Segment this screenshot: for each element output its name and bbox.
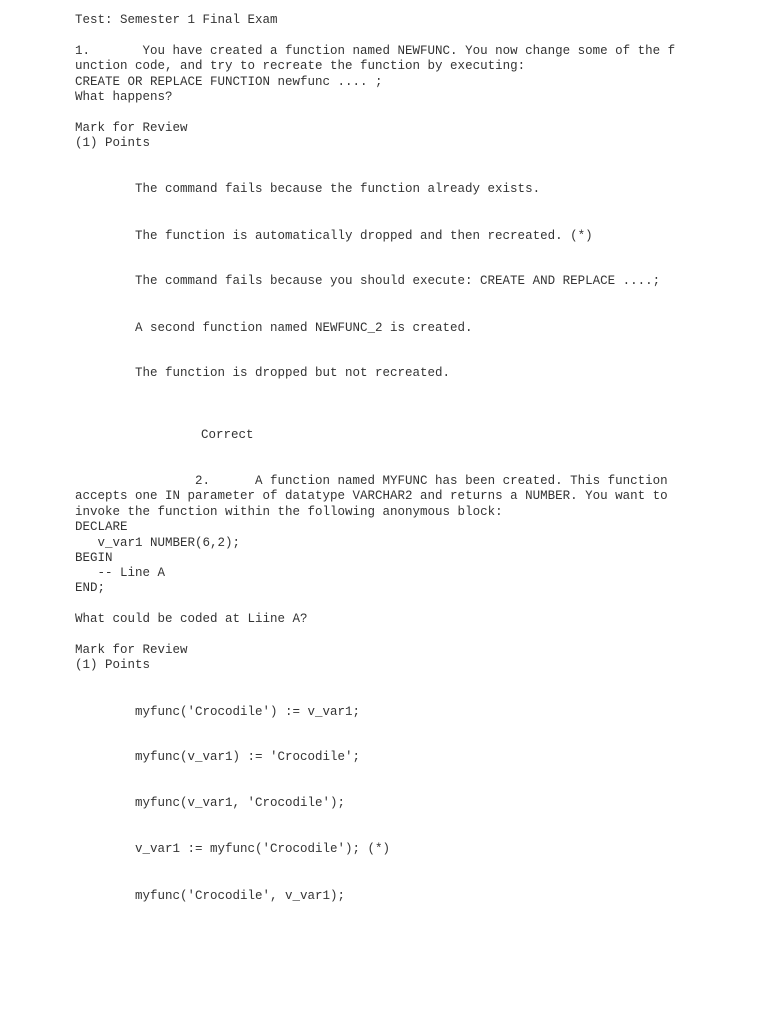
question-2-text-line: invoke the function within the following anonymous block: — [75, 505, 503, 519]
question-1-feedback: Correct — [201, 428, 254, 442]
question-2-code-line: BEGIN — [75, 551, 113, 565]
question-2-points: (1) Points — [75, 658, 151, 672]
question-1-option[interactable]: The command fails because the function already exists. — [135, 182, 541, 196]
question-1-mark-for-review[interactable]: Mark for Review — [75, 121, 188, 135]
question-2-code-line: -- Line A — [75, 566, 166, 580]
question-2-code-line: DECLARE — [75, 520, 128, 534]
question-2-code-line: v_var1 NUMBER(6,2); — [75, 536, 241, 550]
page-title: Test: Semester 1 Final Exam — [75, 13, 278, 27]
question-2-mark-for-review[interactable]: Mark for Review — [75, 643, 188, 657]
question-1-option[interactable]: The function is dropped but not recreated. — [135, 366, 451, 380]
question-2-option[interactable]: myfunc('Crocodile', v_var1); — [135, 889, 346, 903]
question-1-points: (1) Points — [75, 136, 151, 150]
question-1-text-line: What happens? — [75, 90, 173, 104]
question-2-code-line: END; — [75, 581, 106, 595]
question-2-text-line: 2. A function named MYFUNC has been created. This function — [75, 474, 668, 488]
question-2-text-line: accepts one IN parameter of datatype VARCHAR2 and returns a NUMBER. You want to — [75, 489, 668, 503]
question-2-option[interactable]: myfunc('Crocodile') := v_var1; — [135, 705, 361, 719]
question-1-option[interactable]: The function is automatically dropped and then recreated. (*) — [135, 229, 593, 243]
question-1-text-line: unction code, and try to recreate the function by executing: — [75, 59, 526, 73]
question-2-text-line: What could be coded at Liine A? — [75, 612, 308, 626]
question-1-text-line: CREATE OR REPLACE FUNCTION newfunc .... ; — [75, 75, 383, 89]
question-2-option[interactable]: myfunc(v_var1) := 'Crocodile'; — [135, 750, 361, 764]
question-2-option[interactable]: myfunc(v_var1, 'Crocodile'); — [135, 796, 346, 810]
question-1-option[interactable]: The command fails because you should execute: CREATE AND REPLACE ....; — [135, 274, 661, 288]
question-1-text-line: 1. You have created a function named NEWFUNC. You now change some of the f — [75, 44, 676, 58]
question-1-option[interactable]: A second function named NEWFUNC_2 is created. — [135, 321, 473, 335]
question-2-option[interactable]: v_var1 := myfunc('Crocodile'); (*) — [135, 842, 391, 856]
